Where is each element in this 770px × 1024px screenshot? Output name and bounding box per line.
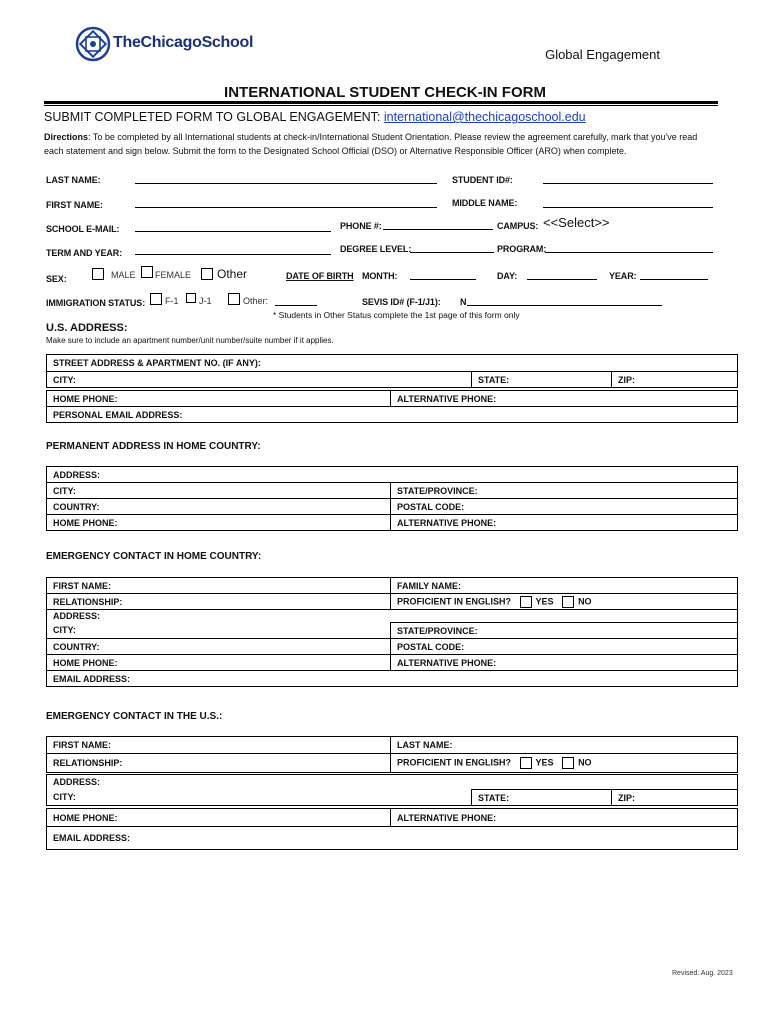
- eu-email-field[interactable]: EMAIL ADDRESS:: [47, 827, 738, 850]
- school-logo: [75, 26, 255, 62]
- us-personal-email-field[interactable]: PERSONAL EMAIL ADDRESS:: [47, 407, 738, 423]
- perm-address-heading: PERMANENT ADDRESS IN HOME COUNTRY:: [46, 441, 261, 452]
- submit-instruction: [44, 110, 586, 124]
- term-year-label: TERM AND YEAR:: [46, 248, 123, 258]
- other-status-note: * Students in Other Status complete the 1st page of this form only: [273, 310, 520, 320]
- female-label: FEMALE: [155, 270, 192, 280]
- j1-label: J-1: [199, 296, 212, 306]
- eh-email-field[interactable]: EMAIL ADDRESS:: [47, 671, 738, 687]
- eh-proficient-cell: [391, 594, 738, 610]
- eu-state-field[interactable]: STATE:: [472, 790, 612, 806]
- eu-proficient-label: PROFICIENT IN ENGLISH?: [397, 757, 512, 768]
- campus-select[interactable]: <<Select>>: [543, 215, 610, 230]
- us-home-phone-field[interactable]: HOME PHONE:: [47, 391, 391, 407]
- degree-level-label: DEGREE LEVEL:: [340, 244, 412, 254]
- us-address-note: Make sure to include an apartment number/unit number/suite number if it applies.: [46, 336, 334, 345]
- sevis-prefix: N: [460, 297, 467, 307]
- emergency-us-heading: EMERGENCY CONTACT IN THE U.S.:: [46, 711, 223, 722]
- student-id-label: STUDENT ID#:: [452, 175, 513, 185]
- perm-address-field[interactable]: ADDRESS:: [47, 467, 738, 483]
- first-name-field[interactable]: [135, 207, 437, 208]
- school-email-label: SCHOOL E-MAIL:: [46, 224, 120, 234]
- submit-email-link[interactable]: international@thechicagoschool.edu: [383, 110, 586, 124]
- program-label: PROGRAM:: [497, 244, 547, 254]
- us-phone-table: [46, 390, 738, 423]
- emergency-home-table: [46, 577, 738, 687]
- first-name-label: FIRST NAME:: [46, 200, 103, 210]
- department-label: Global Engagement: [545, 47, 660, 62]
- other-status-field[interactable]: [275, 305, 317, 306]
- year-label: YEAR:: [609, 271, 637, 281]
- emergency-us-phone-table: [46, 808, 738, 850]
- degree-level-field[interactable]: [410, 252, 494, 253]
- perm-city-field[interactable]: CITY:: [47, 483, 391, 499]
- perm-state-field[interactable]: STATE/PROVINCE:: [391, 483, 738, 499]
- us-alt-phone-field[interactable]: ALTERNATIVE PHONE:: [391, 391, 738, 407]
- other-sex-checkbox[interactable]: [201, 268, 213, 280]
- us-city-field[interactable]: CITY:: [47, 372, 472, 388]
- perm-alt-phone-field[interactable]: ALTERNATIVE PHONE:: [391, 515, 738, 531]
- emergency-us-table: [46, 736, 738, 773]
- eu-no-label: NO: [578, 757, 592, 768]
- male-checkbox[interactable]: [92, 268, 104, 280]
- term-year-field[interactable]: [135, 254, 331, 255]
- sevis-id-field[interactable]: [467, 305, 662, 306]
- emergency-us-address-table: [46, 774, 738, 806]
- title-rule-thin: [44, 105, 718, 106]
- f1-label: F-1: [165, 296, 179, 306]
- submit-prefix: SUBMIT COMPLETED FORM TO GLOBAL ENGAGEMENT:: [44, 110, 381, 124]
- day-label: DAY:: [497, 271, 518, 281]
- eh-home-phone-field[interactable]: HOME PHONE:: [47, 655, 391, 671]
- us-address-table: [46, 354, 738, 388]
- eu-alt-phone-field[interactable]: ALTERNATIVE PHONE:: [391, 809, 738, 827]
- logo-text: TheChicagoSchool: [113, 34, 254, 51]
- j1-checkbox[interactable]: [186, 293, 196, 303]
- sevis-id-label: SEVIS ID# (F-1/J1):: [362, 297, 441, 307]
- eh-yes-checkbox[interactable]: [520, 596, 532, 608]
- other-sex-label: Other: [217, 267, 248, 281]
- eu-zip-field[interactable]: ZIP:: [612, 790, 738, 806]
- day-field[interactable]: [527, 279, 597, 280]
- year-field[interactable]: [640, 279, 708, 280]
- middle-name-field[interactable]: [543, 207, 713, 208]
- us-state-field[interactable]: STATE:: [472, 372, 612, 388]
- month-field[interactable]: [410, 279, 476, 280]
- eu-address-field[interactable]: ADDRESS:: [47, 775, 738, 790]
- eh-no-label: NO: [578, 595, 592, 606]
- eu-home-phone-field[interactable]: HOME PHONE:: [47, 809, 391, 827]
- male-label: MALE: [111, 270, 136, 280]
- eu-yes-checkbox[interactable]: [520, 757, 532, 769]
- eu-yes-label: YES: [535, 757, 554, 768]
- eh-postal-field[interactable]: POSTAL CODE:: [391, 639, 738, 655]
- eh-family-name-field[interactable]: FAMILY NAME:: [391, 578, 738, 594]
- eu-last-name-field[interactable]: LAST NAME:: [391, 737, 738, 754]
- immigration-status-label: IMMIGRATION STATUS:: [46, 298, 146, 308]
- eh-country-field[interactable]: COUNTRY:: [47, 639, 391, 655]
- directions: [44, 130, 704, 158]
- perm-home-phone-field[interactable]: HOME PHONE:: [47, 515, 391, 531]
- eh-no-checkbox[interactable]: [562, 596, 574, 608]
- eh-proficient-label: PROFICIENT IN ENGLISH?: [397, 595, 512, 606]
- us-zip-field[interactable]: ZIP:: [612, 372, 738, 388]
- us-address-heading: U.S. ADDRESS:: [46, 322, 128, 334]
- sex-label: SEX:: [46, 274, 67, 284]
- title-rule-thick: [44, 101, 718, 104]
- campus-label: CAMPUS:: [497, 221, 539, 231]
- phone-field[interactable]: [383, 229, 493, 230]
- eu-no-checkbox[interactable]: [562, 757, 574, 769]
- eu-proficient-cell: [391, 754, 738, 773]
- eh-city-field[interactable]: CITY:: [47, 623, 391, 639]
- school-seal-icon: [75, 26, 111, 62]
- directions-label: Directions: [44, 132, 89, 142]
- f1-checkbox[interactable]: [150, 293, 162, 305]
- school-email-field[interactable]: [135, 231, 331, 232]
- directions-text: : To be completed by all International students at check-in/International Student Orientation. Please review the agreement carefully, mark that you've read each statement and sign below. Submit the form to the Designated School Official (DSO) or Alternative Responsible Officer (ARO) when complete.: [44, 132, 698, 156]
- student-id-field[interactable]: [543, 183, 713, 184]
- perm-country-field[interactable]: COUNTRY:: [47, 499, 391, 515]
- female-checkbox[interactable]: [141, 266, 153, 278]
- middle-name-label: MIDDLE NAME:: [452, 198, 518, 208]
- eu-relationship-field[interactable]: RELATIONSHIP:: [47, 754, 391, 773]
- eh-address-field[interactable]: ADDRESS:: [47, 610, 738, 623]
- emergency-home-heading: EMERGENCY CONTACT IN HOME COUNTRY:: [46, 551, 262, 562]
- page-title: INTERNATIONAL STUDENT CHECK-IN FORM: [224, 84, 546, 101]
- eu-first-name-field[interactable]: FIRST NAME:: [47, 737, 391, 754]
- program-field[interactable]: [545, 252, 713, 253]
- month-label: MONTH:: [362, 271, 398, 281]
- eh-state-field[interactable]: STATE/PROVINCE:: [391, 623, 738, 639]
- last-name-field[interactable]: [135, 183, 437, 184]
- perm-address-table: [46, 466, 738, 531]
- perm-postal-field[interactable]: POSTAL CODE:: [391, 499, 738, 515]
- last-name-label: LAST NAME:: [46, 175, 101, 185]
- eu-city-field[interactable]: CITY:: [47, 790, 472, 806]
- phone-label: PHONE #:: [340, 221, 382, 231]
- eh-first-name-field[interactable]: FIRST NAME:: [47, 578, 391, 594]
- eh-yes-label: YES: [535, 595, 554, 606]
- eh-alt-phone-field[interactable]: ALTERNATIVE PHONE:: [391, 655, 738, 671]
- dob-label: DATE OF BIRTH: [286, 271, 354, 281]
- revised-date: Revised: Aug. 2023: [672, 970, 733, 977]
- eh-relationship-field[interactable]: RELATIONSHIP:: [47, 594, 391, 610]
- other-status-checkbox[interactable]: [228, 293, 240, 305]
- us-street-field[interactable]: STREET ADDRESS & APARTMENT NO. (IF ANY):: [47, 355, 738, 372]
- other-status-label: Other:: [243, 296, 269, 306]
